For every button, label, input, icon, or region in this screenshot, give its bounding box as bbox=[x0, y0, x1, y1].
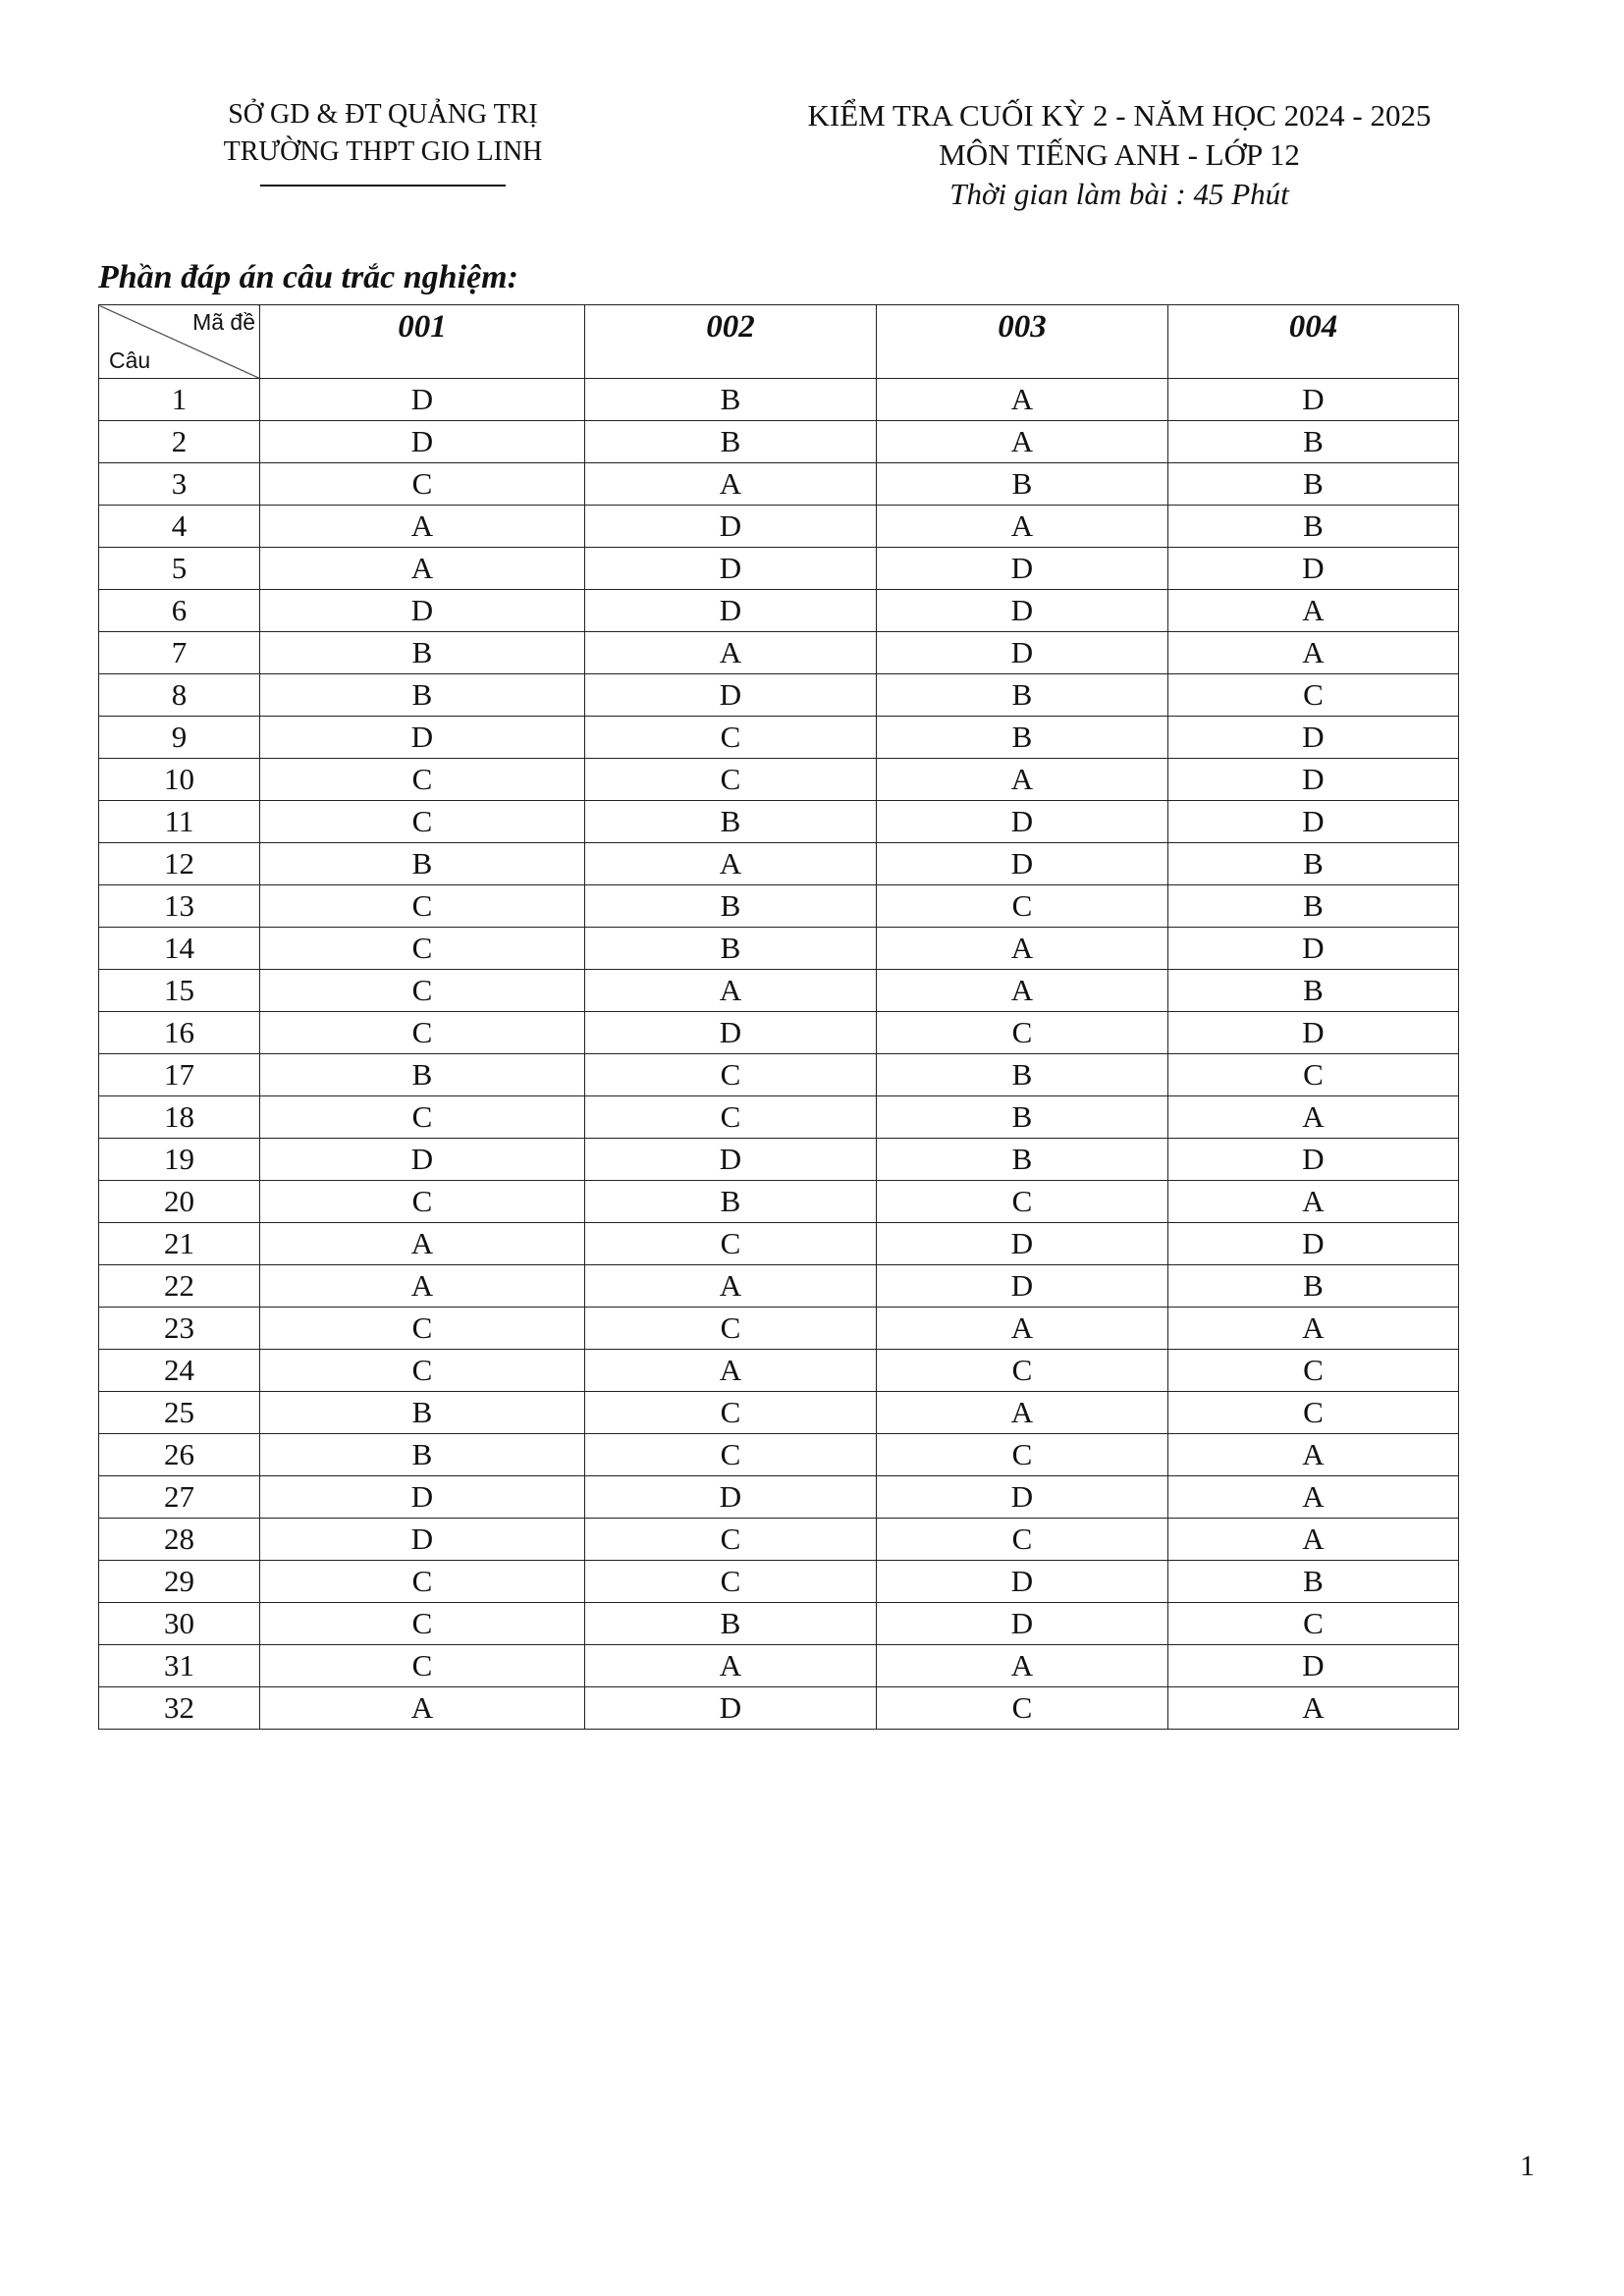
answer-cell: A bbox=[1168, 1687, 1459, 1730]
table-row bbox=[99, 1392, 1459, 1434]
answer-cell: D bbox=[877, 801, 1168, 843]
table-row bbox=[99, 1012, 1459, 1054]
answer-table-body bbox=[99, 379, 1459, 1730]
table-row bbox=[99, 1350, 1459, 1392]
question-number-cell: 3 bbox=[99, 463, 260, 506]
answer-cell: D bbox=[877, 1223, 1168, 1265]
question-number-cell: 23 bbox=[99, 1308, 260, 1350]
table-row bbox=[99, 1645, 1459, 1687]
answer-cell: A bbox=[260, 1265, 585, 1308]
question-number-cell: 12 bbox=[99, 843, 260, 885]
question-number-cell: 31 bbox=[99, 1645, 260, 1687]
table-row bbox=[99, 1181, 1459, 1223]
section-title: Phần đáp án câu trắc nghiệm: bbox=[98, 259, 518, 295]
table-row bbox=[99, 1687, 1459, 1730]
answer-cell: C bbox=[877, 1350, 1168, 1392]
answer-cell: B bbox=[585, 885, 877, 928]
answer-cell: D bbox=[1168, 379, 1459, 421]
answer-cell: C bbox=[1168, 1350, 1459, 1392]
answer-cell: A bbox=[877, 1308, 1168, 1350]
answer-cell: C bbox=[877, 1012, 1168, 1054]
answer-cell: C bbox=[260, 1603, 585, 1645]
answer-cell: D bbox=[1168, 759, 1459, 801]
question-number-cell: 20 bbox=[99, 1181, 260, 1223]
question-number-cell: 1 bbox=[99, 379, 260, 421]
answer-cell: D bbox=[260, 1476, 585, 1519]
question-number-cell: 9 bbox=[99, 717, 260, 759]
table-row bbox=[99, 970, 1459, 1012]
question-number-cell: 4 bbox=[99, 506, 260, 548]
answer-cell: D bbox=[1168, 1139, 1459, 1181]
table-row bbox=[99, 674, 1459, 717]
page-number: 1 bbox=[1520, 2150, 1535, 2182]
table-row bbox=[99, 1054, 1459, 1096]
table-row bbox=[99, 421, 1459, 463]
answer-cell: B bbox=[1168, 843, 1459, 885]
answer-cell: C bbox=[877, 1434, 1168, 1476]
question-number-cell: 15 bbox=[99, 970, 260, 1012]
question-number-cell: 6 bbox=[99, 590, 260, 632]
table-row bbox=[99, 1603, 1459, 1645]
question-number-cell: 2 bbox=[99, 421, 260, 463]
table-row bbox=[99, 1139, 1459, 1181]
answer-cell: C bbox=[585, 1308, 877, 1350]
answer-cell: C bbox=[260, 801, 585, 843]
answer-cell: A bbox=[1168, 1096, 1459, 1139]
school-header bbox=[187, 96, 579, 187]
answer-cell: C bbox=[585, 717, 877, 759]
question-number-cell: 32 bbox=[99, 1687, 260, 1730]
answer-cell: D bbox=[260, 421, 585, 463]
answer-cell: C bbox=[260, 1012, 585, 1054]
table-row bbox=[99, 928, 1459, 970]
answer-cell: A bbox=[1168, 590, 1459, 632]
exam-title: KIỂM TRA CUỐI KỲ 2 - NĂM HỌC 2024 - 2025 bbox=[807, 98, 1432, 133]
table-row bbox=[99, 843, 1459, 885]
table-row bbox=[99, 590, 1459, 632]
answer-cell: B bbox=[1168, 506, 1459, 548]
question-number-cell: 28 bbox=[99, 1519, 260, 1561]
answer-cell: C bbox=[260, 1350, 585, 1392]
answer-cell: C bbox=[585, 1561, 877, 1603]
answer-cell: C bbox=[260, 928, 585, 970]
table-row bbox=[99, 1476, 1459, 1519]
answer-cell: D bbox=[260, 590, 585, 632]
answer-cell: A bbox=[877, 421, 1168, 463]
answer-cell: D bbox=[260, 379, 585, 421]
answer-cell: C bbox=[260, 885, 585, 928]
answer-cell: C bbox=[877, 1181, 1168, 1223]
answer-cell: C bbox=[1168, 1603, 1459, 1645]
answer-cell: B bbox=[260, 674, 585, 717]
answer-cell: A bbox=[877, 1645, 1168, 1687]
answer-cell: C bbox=[260, 463, 585, 506]
answer-cell: D bbox=[877, 632, 1168, 674]
question-number-cell: 21 bbox=[99, 1223, 260, 1265]
answer-cell: D bbox=[585, 1476, 877, 1519]
question-number-cell: 10 bbox=[99, 759, 260, 801]
answer-cell: C bbox=[585, 1096, 877, 1139]
question-number-cell: 25 bbox=[99, 1392, 260, 1434]
answer-cell: B bbox=[260, 1392, 585, 1434]
header-underline bbox=[260, 185, 506, 187]
answer-cell: A bbox=[1168, 1476, 1459, 1519]
answer-cell: A bbox=[260, 1687, 585, 1730]
table-row bbox=[99, 1561, 1459, 1603]
question-number-cell: 11 bbox=[99, 801, 260, 843]
table-row bbox=[99, 379, 1459, 421]
question-number-cell: 27 bbox=[99, 1476, 260, 1519]
table-row bbox=[99, 759, 1459, 801]
answer-cell: D bbox=[877, 1265, 1168, 1308]
answer-cell: A bbox=[1168, 1181, 1459, 1223]
answer-cell: C bbox=[1168, 1392, 1459, 1434]
table-row bbox=[99, 632, 1459, 674]
table-row bbox=[99, 717, 1459, 759]
table-row bbox=[99, 548, 1459, 590]
answer-cell: C bbox=[260, 1645, 585, 1687]
answer-cell: A bbox=[260, 506, 585, 548]
answer-cell: B bbox=[1168, 463, 1459, 506]
answer-cell: C bbox=[877, 1519, 1168, 1561]
answer-cell: D bbox=[1168, 801, 1459, 843]
answer-cell: B bbox=[1168, 885, 1459, 928]
answer-cell: B bbox=[260, 1054, 585, 1096]
answer-cell: D bbox=[260, 1519, 585, 1561]
answer-cell: B bbox=[1168, 1265, 1459, 1308]
answer-cell: D bbox=[877, 590, 1168, 632]
question-number-cell: 19 bbox=[99, 1139, 260, 1181]
column-header: 001 bbox=[260, 305, 585, 379]
answer-cell: A bbox=[877, 379, 1168, 421]
answer-cell: C bbox=[260, 1096, 585, 1139]
answer-cell: D bbox=[585, 1687, 877, 1730]
question-number-cell: 22 bbox=[99, 1265, 260, 1308]
answer-cell: D bbox=[877, 1603, 1168, 1645]
answer-cell: B bbox=[585, 801, 877, 843]
answer-cell: B bbox=[260, 1434, 585, 1476]
question-number-cell: 13 bbox=[99, 885, 260, 928]
question-number-cell: 29 bbox=[99, 1561, 260, 1603]
answer-cell: A bbox=[260, 1223, 585, 1265]
corner-header-cell bbox=[99, 305, 260, 379]
answer-cell: B bbox=[1168, 970, 1459, 1012]
answer-cell: A bbox=[877, 970, 1168, 1012]
answer-cell: A bbox=[1168, 1434, 1459, 1476]
answer-cell: C bbox=[260, 1561, 585, 1603]
department-name: SỞ GD & ĐT QUẢNG TRỊ bbox=[228, 99, 538, 130]
answer-cell: B bbox=[585, 379, 877, 421]
question-number-cell: 7 bbox=[99, 632, 260, 674]
answer-cell: A bbox=[877, 928, 1168, 970]
answer-cell: A bbox=[585, 1645, 877, 1687]
answer-cell: C bbox=[260, 1181, 585, 1223]
answer-cell: A bbox=[585, 1350, 877, 1392]
table-row bbox=[99, 1223, 1459, 1265]
answer-cell: D bbox=[585, 1012, 877, 1054]
answer-cell: C bbox=[585, 759, 877, 801]
answer-cell: A bbox=[877, 506, 1168, 548]
answer-cell: C bbox=[585, 1054, 877, 1096]
exam-header bbox=[756, 96, 1483, 214]
answer-cell: D bbox=[1168, 717, 1459, 759]
answer-cell: A bbox=[585, 632, 877, 674]
answer-cell: C bbox=[585, 1223, 877, 1265]
answer-cell: C bbox=[877, 1687, 1168, 1730]
answer-cell: D bbox=[585, 1139, 877, 1181]
table-row bbox=[99, 1265, 1459, 1308]
answer-cell: D bbox=[877, 1476, 1168, 1519]
answer-cell: B bbox=[877, 463, 1168, 506]
answer-cell: D bbox=[1168, 1645, 1459, 1687]
answer-cell: D bbox=[585, 506, 877, 548]
answer-cell: B bbox=[1168, 421, 1459, 463]
answer-cell: B bbox=[260, 632, 585, 674]
answer-cell: D bbox=[1168, 1223, 1459, 1265]
answer-cell: B bbox=[585, 928, 877, 970]
answer-cell: C bbox=[585, 1392, 877, 1434]
question-number-cell: 16 bbox=[99, 1012, 260, 1054]
table-row bbox=[99, 1308, 1459, 1350]
answer-cell: A bbox=[1168, 632, 1459, 674]
answer-cell: C bbox=[877, 885, 1168, 928]
question-number-cell: 30 bbox=[99, 1603, 260, 1645]
answer-cell: A bbox=[877, 759, 1168, 801]
table-header-row bbox=[99, 305, 1459, 379]
answer-cell: A bbox=[1168, 1519, 1459, 1561]
table-row bbox=[99, 1519, 1459, 1561]
answer-cell: D bbox=[260, 717, 585, 759]
question-number-cell: 18 bbox=[99, 1096, 260, 1139]
answer-cell: B bbox=[877, 674, 1168, 717]
question-number-cell: 14 bbox=[99, 928, 260, 970]
question-number-cell: 8 bbox=[99, 674, 260, 717]
answer-key-table bbox=[98, 304, 1459, 1730]
column-header: 003 bbox=[877, 305, 1168, 379]
question-number-cell: 26 bbox=[99, 1434, 260, 1476]
table-row bbox=[99, 1096, 1459, 1139]
exam-code-label: Mã đề bbox=[192, 309, 255, 335]
table-row bbox=[99, 463, 1459, 506]
answer-cell: B bbox=[1168, 1561, 1459, 1603]
answer-cell: B bbox=[585, 421, 877, 463]
exam-duration: Thời gian làm bài : 45 Phút bbox=[949, 177, 1289, 211]
question-number-cell: 24 bbox=[99, 1350, 260, 1392]
answer-cell: A bbox=[585, 463, 877, 506]
answer-cell: C bbox=[1168, 674, 1459, 717]
column-header: 002 bbox=[585, 305, 877, 379]
table-row bbox=[99, 506, 1459, 548]
exam-subject: MÔN TIẾNG ANH - LỚP 12 bbox=[939, 137, 1300, 172]
answer-cell: A bbox=[1168, 1308, 1459, 1350]
answer-cell: D bbox=[877, 1561, 1168, 1603]
answer-cell: A bbox=[585, 843, 877, 885]
answer-cell: C bbox=[260, 970, 585, 1012]
answer-cell: B bbox=[585, 1181, 877, 1223]
answer-cell: B bbox=[260, 843, 585, 885]
answer-cell: D bbox=[260, 1139, 585, 1181]
answer-cell: A bbox=[585, 970, 877, 1012]
answer-cell: C bbox=[585, 1434, 877, 1476]
answer-cell: D bbox=[585, 590, 877, 632]
answer-cell: D bbox=[877, 548, 1168, 590]
answer-cell: D bbox=[585, 548, 877, 590]
answer-cell: D bbox=[585, 674, 877, 717]
answer-cell: C bbox=[1168, 1054, 1459, 1096]
question-number-cell: 5 bbox=[99, 548, 260, 590]
answer-cell: D bbox=[1168, 1012, 1459, 1054]
answer-cell: A bbox=[585, 1265, 877, 1308]
answer-cell: B bbox=[877, 1139, 1168, 1181]
answer-cell: B bbox=[877, 1054, 1168, 1096]
answer-cell: A bbox=[877, 1392, 1168, 1434]
column-header: 004 bbox=[1168, 305, 1459, 379]
answer-cell: C bbox=[585, 1519, 877, 1561]
question-label: Câu bbox=[109, 347, 151, 373]
table-row bbox=[99, 885, 1459, 928]
table-row bbox=[99, 1434, 1459, 1476]
answer-cell: B bbox=[585, 1603, 877, 1645]
answer-cell: D bbox=[877, 843, 1168, 885]
school-name: TRƯỜNG THPT GIO LINH bbox=[223, 136, 543, 167]
answer-cell: B bbox=[877, 717, 1168, 759]
answer-cell: D bbox=[1168, 928, 1459, 970]
table-row bbox=[99, 801, 1459, 843]
answer-cell: D bbox=[1168, 548, 1459, 590]
answer-cell: C bbox=[260, 1308, 585, 1350]
answer-cell: A bbox=[260, 548, 585, 590]
question-number-cell: 17 bbox=[99, 1054, 260, 1096]
answer-cell: B bbox=[877, 1096, 1168, 1139]
answer-cell: C bbox=[260, 759, 585, 801]
